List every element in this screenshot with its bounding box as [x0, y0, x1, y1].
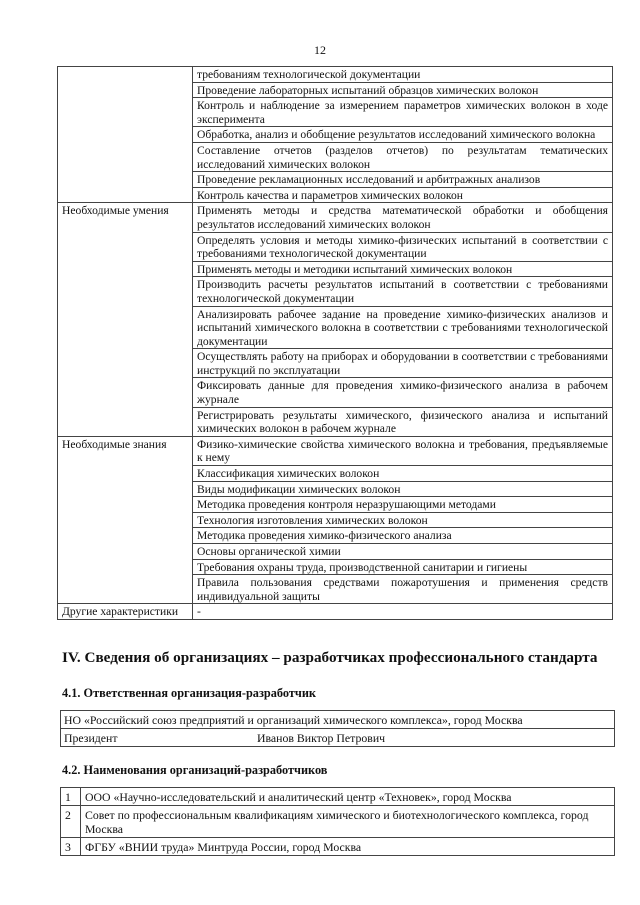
row-number: 1 [61, 788, 81, 806]
knowledge-label: Необходимые знания [58, 436, 193, 604]
knowledge-item: Основы органической химии [193, 544, 613, 560]
signatory-cell [61, 729, 615, 747]
section-title: IV. Сведения об организациях – разработчиках профессионального стандарта [62, 649, 598, 666]
knowledge-item: Физико-химические свойства химического волокна и требования, предъявляемые к нему [193, 436, 613, 465]
skills-label: Необходимые умения [58, 203, 193, 437]
row-number: 3 [61, 838, 81, 856]
labor-action-item: Проведение рекламационных исследований и арбитражных анализов [193, 172, 613, 188]
knowledge-item: Классификация химических волокон [193, 466, 613, 482]
knowledge-item: Требования охраны труда, производственной санитарии и гигиены [193, 559, 613, 575]
page-number: 12 [314, 43, 326, 57]
table-row [58, 67, 613, 83]
table-row [58, 604, 613, 620]
organization-name: ООО «Научно-исследовательский и аналитический центр «Техновек», город Москва [81, 788, 615, 806]
knowledge-item: Правила пользования средствами пожаротушения и применения средств индивидуальной защиты [193, 575, 613, 604]
labor-actions-label-cell [58, 67, 193, 203]
table-row [58, 436, 613, 465]
responsible-heading: 4.1. Ответственная организация-разработчик [62, 686, 316, 700]
other-characteristics-value: - [193, 604, 613, 620]
knowledge-item: Методика проведения контроля неразрушающими методами [193, 497, 613, 513]
knowledge-item: Виды модификации химических волокон [193, 481, 613, 497]
signatory-name: Иванов Виктор Петрович [257, 731, 386, 745]
skill-item: Применять методы и методики испытаний химических волокон [193, 261, 613, 277]
labor-action-item: Контроль и наблюдение за измерением параметров химических волокон в ходе эксперимента [193, 98, 613, 127]
knowledge-item: Технология изготовления химических волокон [193, 512, 613, 528]
knowledge-item: Методика проведения химико-физического анализа [193, 528, 613, 544]
labor-action-item: Составление отчетов (разделов отчетов) по результатам тематических исследований химических волокон [193, 142, 613, 171]
skill-item: Анализировать рабочее задание на проведение химико-физических анализов и испытаний химического волокна в соответствии с требованиями технологической документации [193, 306, 613, 349]
labor-action-item: требованиям технологической документации [193, 67, 613, 83]
developer-organizations-table [60, 787, 615, 856]
table-row [58, 203, 613, 232]
developers-heading: 4.2. Наименования организаций-разработчиков [62, 763, 328, 777]
skill-item: Применять методы и средства математической обработки и обобщения результатов исследований химических волокон [193, 203, 613, 232]
labor-action-item: Контроль качества и параметров химических волокон [193, 187, 613, 203]
responsible-organization-name: НО «Российский союз предприятий и организаций химического комплекса», город Москва [61, 711, 615, 729]
skill-item: Регистрировать результаты химического, физического анализа и испытаний химических волокон в рабочем журнале [193, 407, 613, 436]
skills-knowledge-table [57, 66, 613, 620]
table-row [61, 838, 615, 856]
skill-item: Производить расчеты результатов испытаний в соответствии с требованиями технологической документации [193, 277, 613, 306]
table-row [61, 711, 615, 729]
table-row [61, 729, 615, 747]
skill-item: Определять условия и методы химико-физических испытаний в соответствии с требованиями технологической документации [193, 232, 613, 261]
table-row [61, 788, 615, 806]
labor-action-item: Обработка, анализ и обобщение результатов исследований химического волокна [193, 127, 613, 143]
labor-action-item: Проведение лабораторных испытаний образцов химических волокон [193, 82, 613, 98]
signatory-position: Президент [64, 731, 118, 745]
organization-name: Совет по профессиональным квалификациям химического и биотехнологического комплекса, город Москва [81, 806, 615, 838]
other-characteristics-label: Другие характеристики [58, 604, 193, 620]
skill-item: Осуществлять работу на приборах и оборудовании в соответствии с требованиями инструкций по эксплуатации [193, 349, 613, 378]
skill-item: Фиксировать данные для проведения химико-физического анализа в рабочем журнале [193, 378, 613, 407]
row-number: 2 [61, 806, 81, 838]
responsible-organization-table [60, 710, 615, 747]
organization-name: ФГБУ «ВНИИ труда» Минтруда России, город Москва [81, 838, 615, 856]
table-row [61, 806, 615, 838]
